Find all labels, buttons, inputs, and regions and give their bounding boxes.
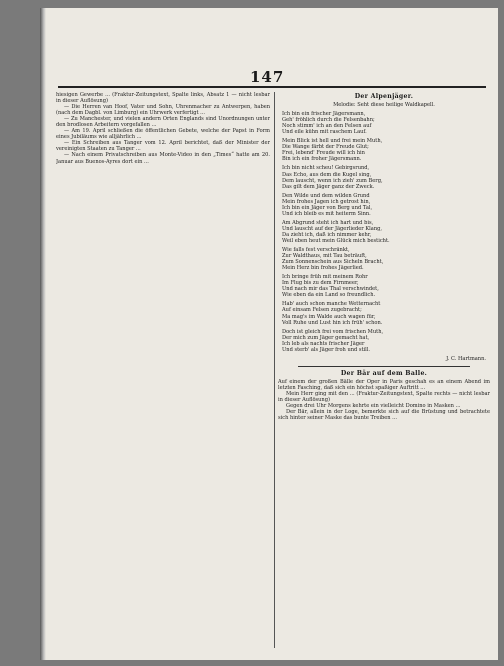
poem-line: Frei, lebend' Freude will ich hin <box>282 150 365 157</box>
poem-title: Der Alpenjäger. <box>354 93 414 100</box>
article-paragraph: Der Bär, allein in der Loge, bemerkte sich auf die Brüstung und betrachtete sich hinter seiner Maske das bunte Treiben ... <box>278 409 490 422</box>
left-paragraph-2: — Die Herren van Hoof, Vater und Sohn, Uhrenmacher zu Antwerpen, haben (nach dem Dagbl. von Limburg) ein Uhrwerk verfertigt ... <box>56 104 270 117</box>
poem-line: Im Flug bis zu dem Firnmeer, <box>282 280 359 287</box>
poem-line: Das Echo, aus dem die Kugel sing, <box>282 171 372 178</box>
poem-melody: Melodie: Seht diese heilige Waldkapell. <box>333 102 435 109</box>
poem-stanza <box>282 274 490 298</box>
poem-line: Und ich bleib es mit heiterm Sinn. <box>282 210 371 217</box>
poem-line: Ich bin nicht scheu! Gebirgsrund, <box>282 165 370 172</box>
poem-stanza <box>282 329 490 353</box>
left-paragraph-1: hiesigen Gewerbe ... (Fraktur-Zeitungstext, Spalte links, Absatz 1 — nicht lesbar in dieser Auflösung) <box>56 92 270 105</box>
poem-line: Zur Waldthaus, mit Tau beträuft, <box>282 253 367 260</box>
poem-line: Bin ich ein froher Jägersmann. <box>282 156 362 163</box>
poem-line: Ich bringe früh mit meinem Rohr <box>282 274 368 281</box>
poem-stanza <box>282 193 490 217</box>
poem-line: Ich leb als nachts frischer Jäger <box>282 340 365 347</box>
poem-line: Das gilt dem Jäger ganz der Zweck. <box>282 183 375 190</box>
poem-line: Ma mag's im Walde auch wagen für, <box>282 313 376 320</box>
poem-line: Am Abgrund steht ich hart und bis, <box>282 219 374 226</box>
article-paragraph: Gegen drei Uhr Morgens kehrte ein vielleicht Domino in Masken ... <box>286 403 461 410</box>
poem-stanza <box>282 138 490 162</box>
binding-gutter <box>40 8 46 660</box>
left-paragraph-5: — Ein Schreiben aus Tanger vom 12. April berichtet, daß der Minister der vereinigten Staaten zu Tanger ... <box>56 140 270 153</box>
poem-line: Noch stimm' ich an den Felsen auf <box>282 123 372 130</box>
poem-line: Zum Sonnenschein aus Sicheln Bracht, <box>282 259 384 266</box>
poem-line: Den Wilde und dem wilden Grund <box>282 192 370 199</box>
poem-line: Die Wange färbt der Freude Glut; <box>282 144 369 151</box>
poem-line: Da zieht ich, daß ich nimmer kehr, <box>282 231 372 238</box>
column-divider <box>274 92 275 648</box>
poem-line: Wie falls fest verschränkt, <box>282 247 350 254</box>
poem-stanza <box>282 111 490 135</box>
poem-line: Wie eben da ein Land so freundlich. <box>282 292 376 299</box>
poem-stanza <box>282 220 490 244</box>
poem-line: Weil eben heut mein Glück mich besticht. <box>282 237 390 244</box>
left-paragraph-3: — Zu Manchester, und vielen andern Orten Englands sind Unordnungen unter den brodlosen Arbeitern vorgefallen ... <box>56 116 270 129</box>
poem-line: Der mich zum Jäger gemacht hat, <box>282 334 370 341</box>
poem-line: Dem lauscht, wenn ich zieh' zum Berg, <box>282 177 383 184</box>
section-divider <box>298 366 470 367</box>
poem-line: Ich bin ein frischer Jägersmann, <box>282 111 366 118</box>
article-paragraph: Mein Herr ging mit den ... (Fraktur-Zeitungstext, Spalte rechts — nicht lesbar in dieser Auflösung) <box>278 390 490 404</box>
poem-line: Mein Blick ist hell und frei mein Muth, <box>282 138 383 145</box>
poem-line: Und sterb' als Jäger froh und still. <box>282 346 371 353</box>
newspaper-page <box>40 8 498 660</box>
poem-signature: J. C. Hartmann. <box>446 355 486 362</box>
left-paragraph-6: — Nach einem Privatschreiben aus Monte-Video in den „Times“ hatte am 20. Januar aus Buenos-Ayres dort ein ... <box>56 152 270 165</box>
poem-stanza <box>282 301 490 325</box>
header-rule <box>58 86 486 88</box>
poem-line: Und eile kühn mit raschem Lauf. <box>282 129 367 136</box>
poem-line: Und lauscht auf der Jägerlieder Klang, <box>282 225 382 232</box>
article-title: Der Bär auf dem Balle. <box>340 369 428 377</box>
right-column <box>278 92 490 652</box>
poem-line: Mein Herz bin frohes Jägerlied. <box>282 265 364 272</box>
article-paragraph: Auf einem der großen Bälle der Oper in Paris geschah es an einem Abend im letzten Fasching, daß sich ein höchst spaßiger Auftritt ... <box>278 378 490 391</box>
poem-stanza <box>282 165 490 189</box>
poem-line: Und nach mir das Thal verschwindet, <box>282 286 379 293</box>
poem-line: Voll Ruhe und Lust hin ich früh' schon. <box>282 319 383 326</box>
poem-line: Hab' auch schon manche Wetternacht <box>282 301 381 308</box>
poem-line: Doch ist gleich frei vom frischen Muth, <box>282 328 384 335</box>
poem-line: Geh' fröhlich durch die Felsenbahn; <box>282 117 375 124</box>
left-column <box>56 92 270 650</box>
poem-stanza <box>282 247 490 271</box>
poem-line: Auf einsam Felsen zugebracht; <box>282 307 362 314</box>
poem-line: Mein frohes Jagen ich getrost hin, <box>282 198 371 205</box>
poem-line: Ich bin ein Jäger von Berg und Tal, <box>282 204 373 211</box>
left-paragraph-4: — Am 19. April schließen die öffentlichen Gebete, welche der Papst in Form eines Jubiläums wie alljährlich ... <box>56 128 270 141</box>
page-number: 147 <box>250 68 285 86</box>
